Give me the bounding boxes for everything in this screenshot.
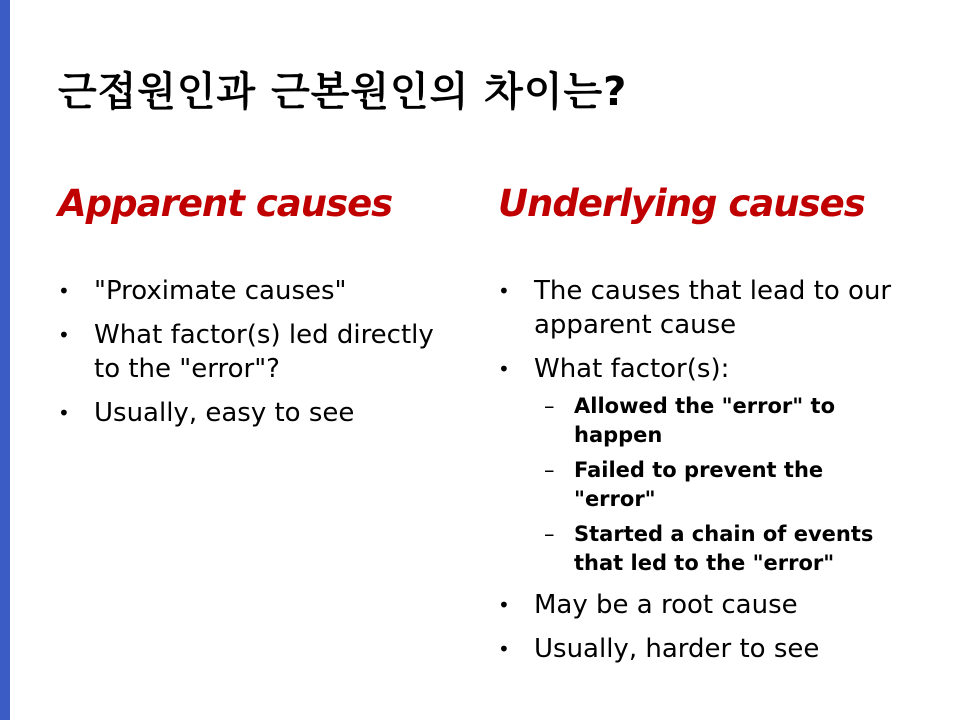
bullet-text: The causes that lead to our apparent cause <box>534 276 892 340</box>
left-column <box>58 178 458 440</box>
sub-list-item <box>534 456 898 514</box>
dash-marker: – <box>544 458 555 482</box>
sub-bullet-text: Failed to prevent the "error" <box>574 458 824 511</box>
bullet-marker: • <box>498 357 510 381</box>
bullet-marker: • <box>58 323 70 347</box>
dash-marker: – <box>544 394 555 418</box>
bullet-marker: • <box>58 279 70 303</box>
bullet-text: "Proximate causes" <box>94 276 347 306</box>
list-item <box>498 632 898 666</box>
list-item <box>58 318 458 386</box>
sub-list-item <box>534 520 898 578</box>
bullet-marker: • <box>498 637 510 661</box>
sub-list-item <box>534 392 898 450</box>
right-heading: Underlying causes <box>498 182 865 225</box>
list-item <box>498 588 898 622</box>
right-bullet-list <box>498 274 898 666</box>
list-item <box>498 274 898 342</box>
bullet-marker: • <box>498 593 510 617</box>
left-bullet-list <box>58 274 458 430</box>
right-column <box>498 178 898 676</box>
sub-bullet-list <box>534 392 898 578</box>
bullet-marker: • <box>58 401 70 425</box>
bullet-text: May be a root cause <box>534 590 798 620</box>
left-accent-bar <box>0 0 10 720</box>
sub-bullet-text: Started a chain of events that led to the "error" <box>574 522 874 575</box>
list-item <box>58 274 458 308</box>
sub-bullet-text: Allowed the "error" to happen <box>574 394 836 447</box>
bullet-text: What factor(s) led directly to the "error"? <box>94 320 434 384</box>
dash-marker: – <box>544 522 555 546</box>
list-item <box>498 352 898 578</box>
bullet-text: What factor(s): <box>534 354 730 384</box>
left-heading: Apparent causes <box>58 182 393 225</box>
bullet-text: Usually, easy to see <box>94 398 355 428</box>
bullet-text: Usually, harder to see <box>534 634 820 664</box>
bullet-marker: • <box>498 279 510 303</box>
list-item <box>58 396 458 430</box>
slide-title: 근접원인과 근본원인의 차이는? <box>58 69 628 115</box>
